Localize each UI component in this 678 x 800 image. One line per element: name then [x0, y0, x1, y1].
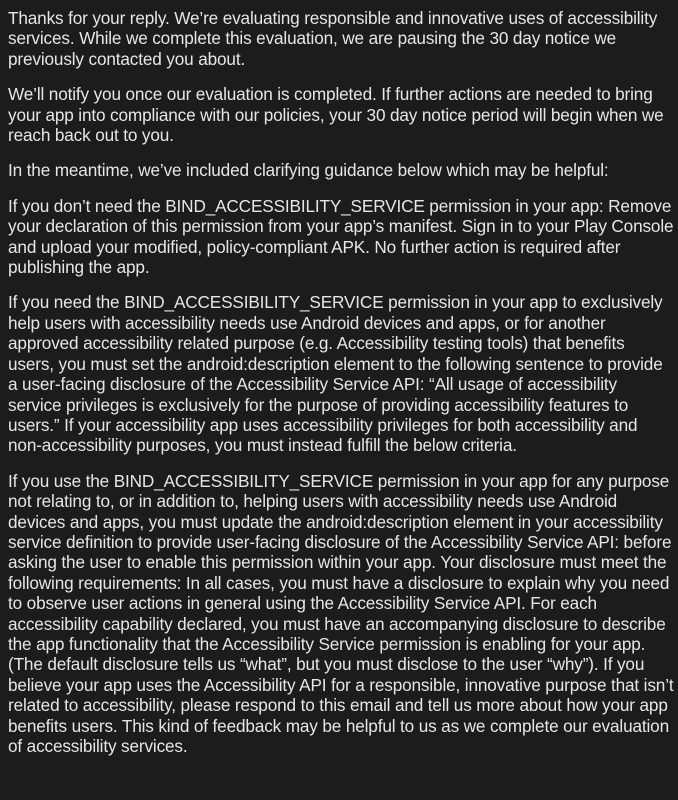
- email-body: [8, 0, 674, 771]
- paragraph-accessibility-only-use: If you need the BIND_ACCESSIBILITY_SERVICE permission in your app to exclusively help users with accessibility needs use Android devices and apps, or for another approved accessibility related purpose (e.g. Accessibility testing tools) that benefits users, you must set the android:description element to the following sentence to provide a user-facing disclosure of the Accessibility Service API: “All usage of accessibility service privileges is exclusively for the purpose of providing accessibility features to users.” If your accessibility app uses accessibility privileges for both accessibility and non-accessibility purposes, you must instead fulfill the below criteria.: [8, 292, 663, 456]
- paragraph-pause-notice: Thanks for your reply. We’re evaluating responsible and innovative uses of accessibility services. While we complete this evaluation, we are pausing the 30 day notice we previously contacted you about.: [8, 8, 658, 69]
- paragraph-non-accessibility-use: If you use the BIND_ACCESSIBILITY_SERVICE permission in your app for any purpose not relating to, or in addition to, helping users with accessibility needs use Android devices and apps, you must update the android:description element in your accessibility service definition to provide user-facing disclosure of the Accessibility Service API: before asking the user to enable this permission within your app. Your disclosure must meet the following requirements: In all cases, you must have a disclosure to explain why you need to observe user actions in general using the Accessibility Service API. For each accessibility capability declared, you must have an accompanying disclosure to describe the app functionality that the Accessibility Service permission is enabling for your app. (The default disclosure tells us “what”, but you must disclose to the user “why”). If you believe your app uses the Accessibility API for a responsible, innovative purpose that isn’t related to accessibility, please respond to this email and tell us more about how your app benefits users. This kind of feedback may be helpful to us as we complete our evaluation of accessibility services.: [8, 470, 674, 756]
- paragraph-notify-completion: We’ll notify you once our evaluation is completed. If further actions are needed to bring your app into compliance with our policies, your 30 day notice period will begin when we reach back out to you.: [8, 84, 664, 146]
- paragraph-no-permission-needed: If you don’t need the BIND_ACCESSIBILITY_SERVICE permission in your app: Remove your declaration of this permission from your app’s manifest. Sign in to your Play Console and upload your modified, policy-compliant APK. No further action is required after publishing the app.: [8, 195, 674, 278]
- paragraph-meantime-guidance: In the meantime, we’ve included clarifying guidance below which may be helpful:: [8, 160, 609, 181]
